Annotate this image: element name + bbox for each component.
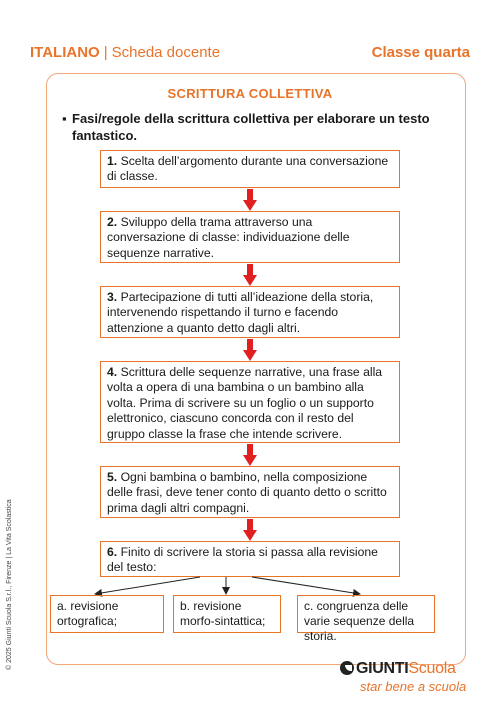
- step-text: Partecipazione di tutti all’ideazione della storia, intervenendo rispettando il turno e facendo attenzione a quanto detto dagli altri.: [107, 290, 374, 335]
- step-box-3: [100, 286, 400, 338]
- step-number: 1.: [107, 154, 118, 168]
- step-box-5: [100, 466, 400, 518]
- copyright-note: © 2025 Giunti Scuola S.r.l., Firenze | La Vita Scolastica: [6, 499, 13, 670]
- logo-brand-b: Scuola: [408, 660, 456, 677]
- sheet-label: Scheda docente: [111, 44, 221, 61]
- page-title: SCRITTURA COLLETTIVA: [167, 86, 333, 101]
- step-box-1: [100, 150, 400, 188]
- step-number: 4.: [107, 365, 118, 379]
- step-text: Sviluppo della trama attraverso una conversazione di classe: individuazione delle sequenze narrative.: [107, 215, 350, 260]
- logo-brand-a: GIUNTI: [356, 660, 409, 677]
- step-number: 5.: [107, 470, 118, 484]
- step-text: Scrittura delle sequenze narrative, una frase alla volta a opera di una bambina o un bambino alla volta. Prima di scrivere su un foglio o un supporto elettronico, ciascuno concorda con il resto del gruppo classe la frase che intende scrivere.: [107, 365, 383, 441]
- arrow-down-icon: [243, 339, 257, 361]
- step-text: Ogni bambina o bambino, nella composizione delle frasi, deve tener conto di quanto detto o scritto prima dagli altri compagni.: [107, 470, 387, 515]
- step-number: 3.: [107, 290, 118, 304]
- step-text: Finito di scrivere la storia si passa alla revisione del testo:: [107, 545, 378, 575]
- intro-bullet: [62, 110, 452, 144]
- step-number: 6.: [107, 545, 118, 559]
- revision-box-c: c. congruenza delle varie sequenze della storia.: [297, 595, 435, 633]
- header-left: [30, 44, 220, 61]
- intro-text: Fasi/regole della scrittura collettiva per elaborare un testo fantastico.: [72, 111, 430, 143]
- subject-label: ITALIANO: [30, 44, 100, 61]
- publisher-logo: [340, 660, 466, 694]
- step-box-6: [100, 541, 400, 577]
- step-text: Scelta dell’argomento durante una conversazione di classe.: [107, 154, 389, 184]
- arrow-down-icon: [243, 264, 257, 286]
- header-separator: |: [103, 44, 108, 61]
- logo-brand: [340, 660, 466, 678]
- bullet-icon: ▪: [62, 111, 67, 126]
- step-box-4: [100, 361, 400, 443]
- revision-box-b: b. revisione morfo-sintattica;: [173, 595, 281, 633]
- arrow-down-icon: [243, 444, 257, 466]
- revision-box-a: a. revisione ortografica;: [50, 595, 164, 633]
- step-number: 2.: [107, 215, 118, 229]
- grade-label: Classe quarta: [371, 44, 470, 61]
- giunti-logo-icon: [340, 661, 354, 675]
- arrow-down-icon: [243, 519, 257, 541]
- arrow-down-icon: [243, 189, 257, 211]
- step-box-2: [100, 211, 400, 263]
- logo-tagline: star bene a scuola: [360, 679, 467, 694]
